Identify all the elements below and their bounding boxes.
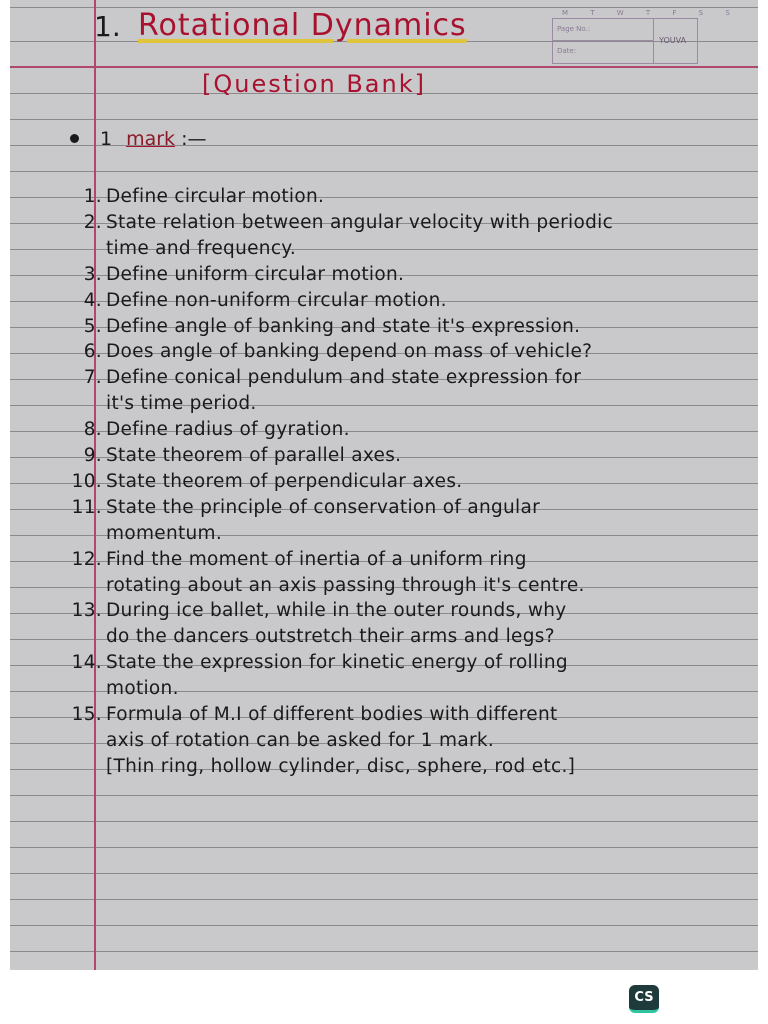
question-text: During ice ballet, while in the outer rounds, why [106, 600, 567, 622]
question-item [60, 600, 567, 621]
date-box-divider [553, 40, 653, 41]
question-item [60, 290, 447, 311]
weekday-strip: M T W T F S S [562, 9, 740, 17]
date-label: Date: [557, 47, 577, 55]
section-number: 1 [100, 128, 113, 150]
question-number: 9. [83, 445, 102, 466]
question-number: 1. [83, 186, 102, 207]
question-text: do the dancers outstretch their arms and legs? [106, 626, 555, 648]
question-text: Define conical pendulum and state expression for [106, 367, 582, 389]
question-text: axis of rotation can be asked for 1 mark. [106, 729, 495, 751]
question-text: State theorem of parallel axes. [106, 445, 402, 466]
question-item [60, 367, 581, 388]
question-text: Does angle of banking depend on mass of vehicle? [106, 341, 593, 363]
question-continuation [106, 626, 555, 647]
camscanner-logo: CS [629, 985, 659, 1013]
page-subtitle: [Question Bank] [202, 70, 426, 98]
question-text: time and frequency. [106, 237, 297, 259]
question-continuation [106, 393, 257, 414]
notebook-brand: YOUVA [659, 36, 687, 45]
question-text: State the expression for kinetic energy of rolling [106, 652, 568, 674]
question-text: Define circular motion. [106, 186, 325, 207]
page-no-label: Page No.: [557, 25, 591, 33]
question-text: it's time period. [106, 393, 257, 415]
question-item [60, 341, 592, 362]
question-number: 6. [83, 341, 102, 363]
question-text: Find the moment of inertia of a uniform ring [106, 548, 527, 570]
question-continuation [106, 756, 575, 777]
question-text: rotating about an axis passing through it's centre. [106, 574, 585, 596]
question-continuation [106, 238, 296, 259]
question-text: Define radius of gyration. [106, 419, 350, 441]
question-number: 8. [83, 419, 102, 441]
question-number: 3. [83, 263, 102, 285]
question-item [60, 264, 404, 285]
question-text: Define non-uniform circular motion. [106, 289, 447, 311]
bullet-icon [70, 134, 79, 143]
question-item [60, 186, 324, 207]
question-continuation [106, 575, 585, 596]
question-text: State relation between angular velocity with periodic [106, 211, 614, 233]
question-text: State the principle of conservation of angular [106, 496, 541, 518]
date-box-separator [653, 19, 654, 63]
question-item [60, 419, 350, 440]
question-text: [Thin ring, hollow cylinder, disc, sphere, rod etc.] [106, 755, 576, 777]
question-text: momentum. [106, 522, 223, 544]
notebook-page [10, 0, 758, 970]
question-text: Define uniform circular motion. [106, 263, 405, 285]
question-number: 15. [71, 704, 102, 725]
question-continuation [106, 678, 179, 699]
date-box [552, 18, 698, 64]
question-item [60, 652, 568, 673]
question-text: Define angle of banking and state it's expression. [106, 315, 581, 337]
question-continuation [106, 730, 494, 751]
page-title: Rotational Dynamics [138, 8, 467, 43]
question-item [60, 497, 540, 518]
question-number: 14. [71, 652, 102, 674]
chapter-number: 1. [94, 10, 121, 43]
section-label: mark [126, 128, 176, 150]
question-continuation [106, 523, 222, 544]
header-rule [10, 66, 758, 68]
question-item [60, 316, 580, 337]
section-suffix: :— [181, 128, 207, 150]
question-number: 4. [83, 289, 102, 311]
question-number: 11. [71, 496, 102, 518]
question-item [60, 471, 462, 492]
question-item [60, 549, 527, 570]
section-heading [100, 128, 207, 150]
question-number: 12. [71, 548, 102, 570]
question-text: Formula of M.I of different bodies with different [106, 704, 558, 725]
question-item [60, 212, 613, 233]
question-number: 7. [83, 367, 102, 389]
question-text: State theorem of perpendicular axes. [106, 470, 463, 492]
question-number: 10. [71, 470, 102, 492]
question-number: 2. [83, 211, 102, 233]
question-number: 5. [83, 315, 102, 337]
question-item [60, 704, 558, 725]
question-text: motion. [106, 678, 179, 700]
question-number: 13. [71, 600, 102, 622]
question-item [60, 445, 401, 466]
